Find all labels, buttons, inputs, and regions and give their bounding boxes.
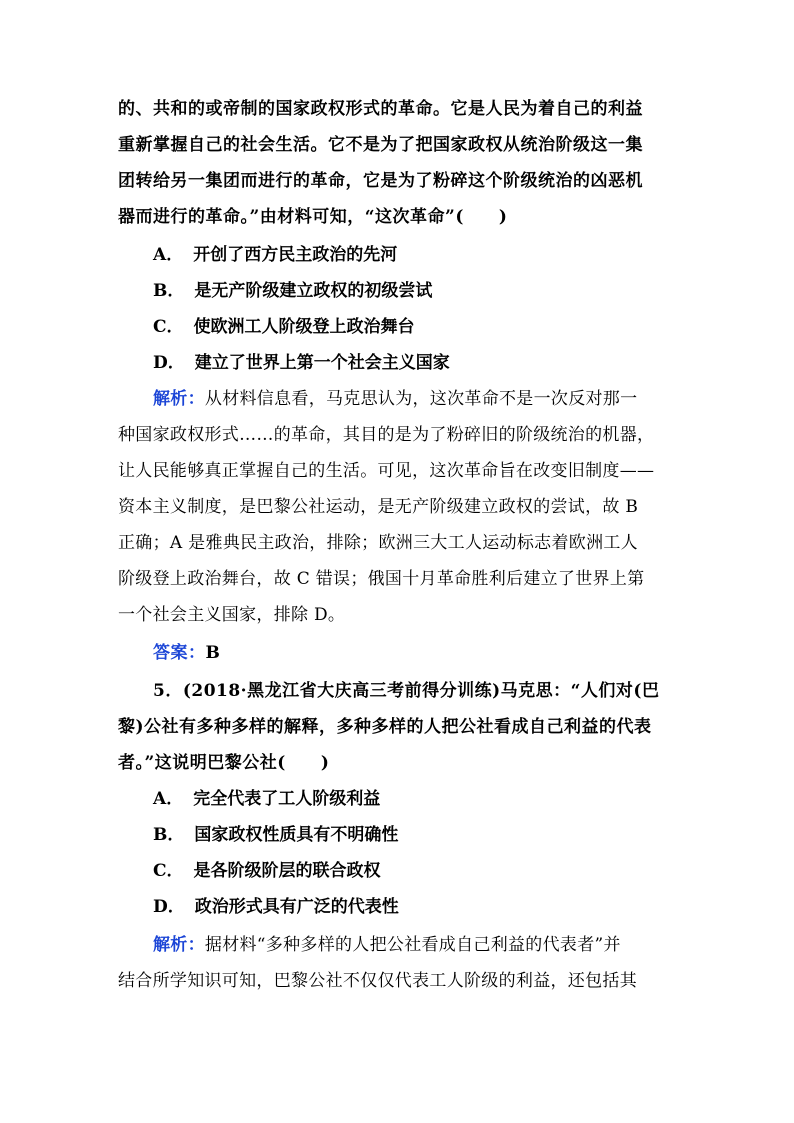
q5-analysis-line-2: 结合所学知识可知，巴黎公社不仅仅代表工人阶级的利益，还包括其 xyxy=(118,971,637,991)
q4-analysis-line-4: 资本主义制度，是巴黎公社运动，是无产阶级建立政权的尝试，故 B xyxy=(118,497,639,517)
q4-analysis-line-6: 阶级登上政治舞台，故 C 错误；俄国十月革命胜利后建立了世界上第 xyxy=(118,569,645,589)
q4-option-d-letter: D． xyxy=(153,353,185,373)
q4-stem-line-4: 器而进行的革命。”由材料可知，“这次革命”( ) xyxy=(118,207,508,227)
q5-option-d xyxy=(153,889,680,925)
q5-option-b xyxy=(153,817,680,853)
q5-option-c-letter: C． xyxy=(153,861,184,881)
q4-analysis-line-5: 正确；A 是雅典民主政治，排除；欧洲三大工人运动标志着欧洲工人 xyxy=(118,533,638,553)
q4-option-c-text: 使欧洲工人阶级登上政治舞台 xyxy=(193,317,415,337)
q4-option-d-text: 建立了世界上第一个社会主义国家 xyxy=(194,353,450,373)
q5-option-a-text: 完全代表了工人阶级利益 xyxy=(193,789,381,809)
q5-option-b-text: 国家政权性质具有不明确性 xyxy=(194,825,399,845)
q5-option-c xyxy=(153,853,680,889)
q4-analysis-line-2: 种国家政权形式……的革命，其目的是为了粉碎旧的阶级统治的机器， xyxy=(118,425,655,445)
q4-stem-line-1: 的、共和的或帝制的国家政权形式的革命。它是人民为着自己的利益 xyxy=(118,99,643,119)
q4-answer-value: B xyxy=(205,643,221,663)
q4-stem-line-2: 重新掌握自己的社会生活。它不是为了把国家政权从统治阶级这一集 xyxy=(118,135,643,155)
q5-option-d-text: 政治形式具有广泛的代表性 xyxy=(194,897,399,917)
q5-option-a-letter: A． xyxy=(153,789,184,809)
q4-analysis-line-1 xyxy=(153,381,680,417)
q5-stem-line-3: 者。”这说明巴黎公社( ) xyxy=(118,753,330,773)
q5-option-d-letter: D． xyxy=(153,897,185,917)
q4-answer-label: 答案： xyxy=(153,643,206,663)
q5-option-c-text: 是各阶级阶层的联合政权 xyxy=(193,861,381,881)
q4-option-a-text: 开创了西方民主政治的先河 xyxy=(193,245,398,265)
q4-answer xyxy=(153,635,680,671)
q4-option-b-letter: B． xyxy=(153,281,185,301)
q4-option-a-letter: A． xyxy=(153,245,184,265)
q5-analysis-text-1: 据材料“多种多样的人把公社看成自己利益的代表者”并 xyxy=(204,935,621,955)
q4-option-d xyxy=(153,345,680,381)
q5-stem-line-1: 5．(2018·黑龙江省大庆高三考前得分训练)马克思：“人们对(巴 xyxy=(153,681,660,701)
q4-option-a xyxy=(153,237,680,273)
q5-option-a xyxy=(153,781,680,817)
q4-option-c xyxy=(153,309,680,345)
q4-analysis-label: 解析： xyxy=(153,389,205,409)
q5-analysis-line-1 xyxy=(153,927,680,963)
q4-analysis-line-3: 让人民能够真正掌握自己的生活。可见，这次革命旨在改变旧制度—— xyxy=(118,461,655,481)
q4-option-c-letter: C． xyxy=(153,317,184,337)
q4-option-b xyxy=(153,273,680,309)
q5-stem-line-2: 黎)公社有多种多样的解释，多种多样的人把公社看成自己利益的代表 xyxy=(118,717,652,737)
q4-analysis-text-1: 从材料信息看，马克思认为，这次革命不是一次反对那一 xyxy=(204,389,638,409)
q4-analysis-line-7: 一个社会主义国家，排除 D。 xyxy=(118,605,346,625)
q4-option-b-text: 是无产阶级建立政权的初级尝试 xyxy=(194,281,433,301)
q5-analysis-label: 解析： xyxy=(153,935,205,955)
q4-stem-line-3: 团转给另一集团而进行的革命，它是为了粉碎这个阶级统治的凶恶机 xyxy=(118,171,643,191)
q5-option-b-letter: B． xyxy=(153,825,185,845)
